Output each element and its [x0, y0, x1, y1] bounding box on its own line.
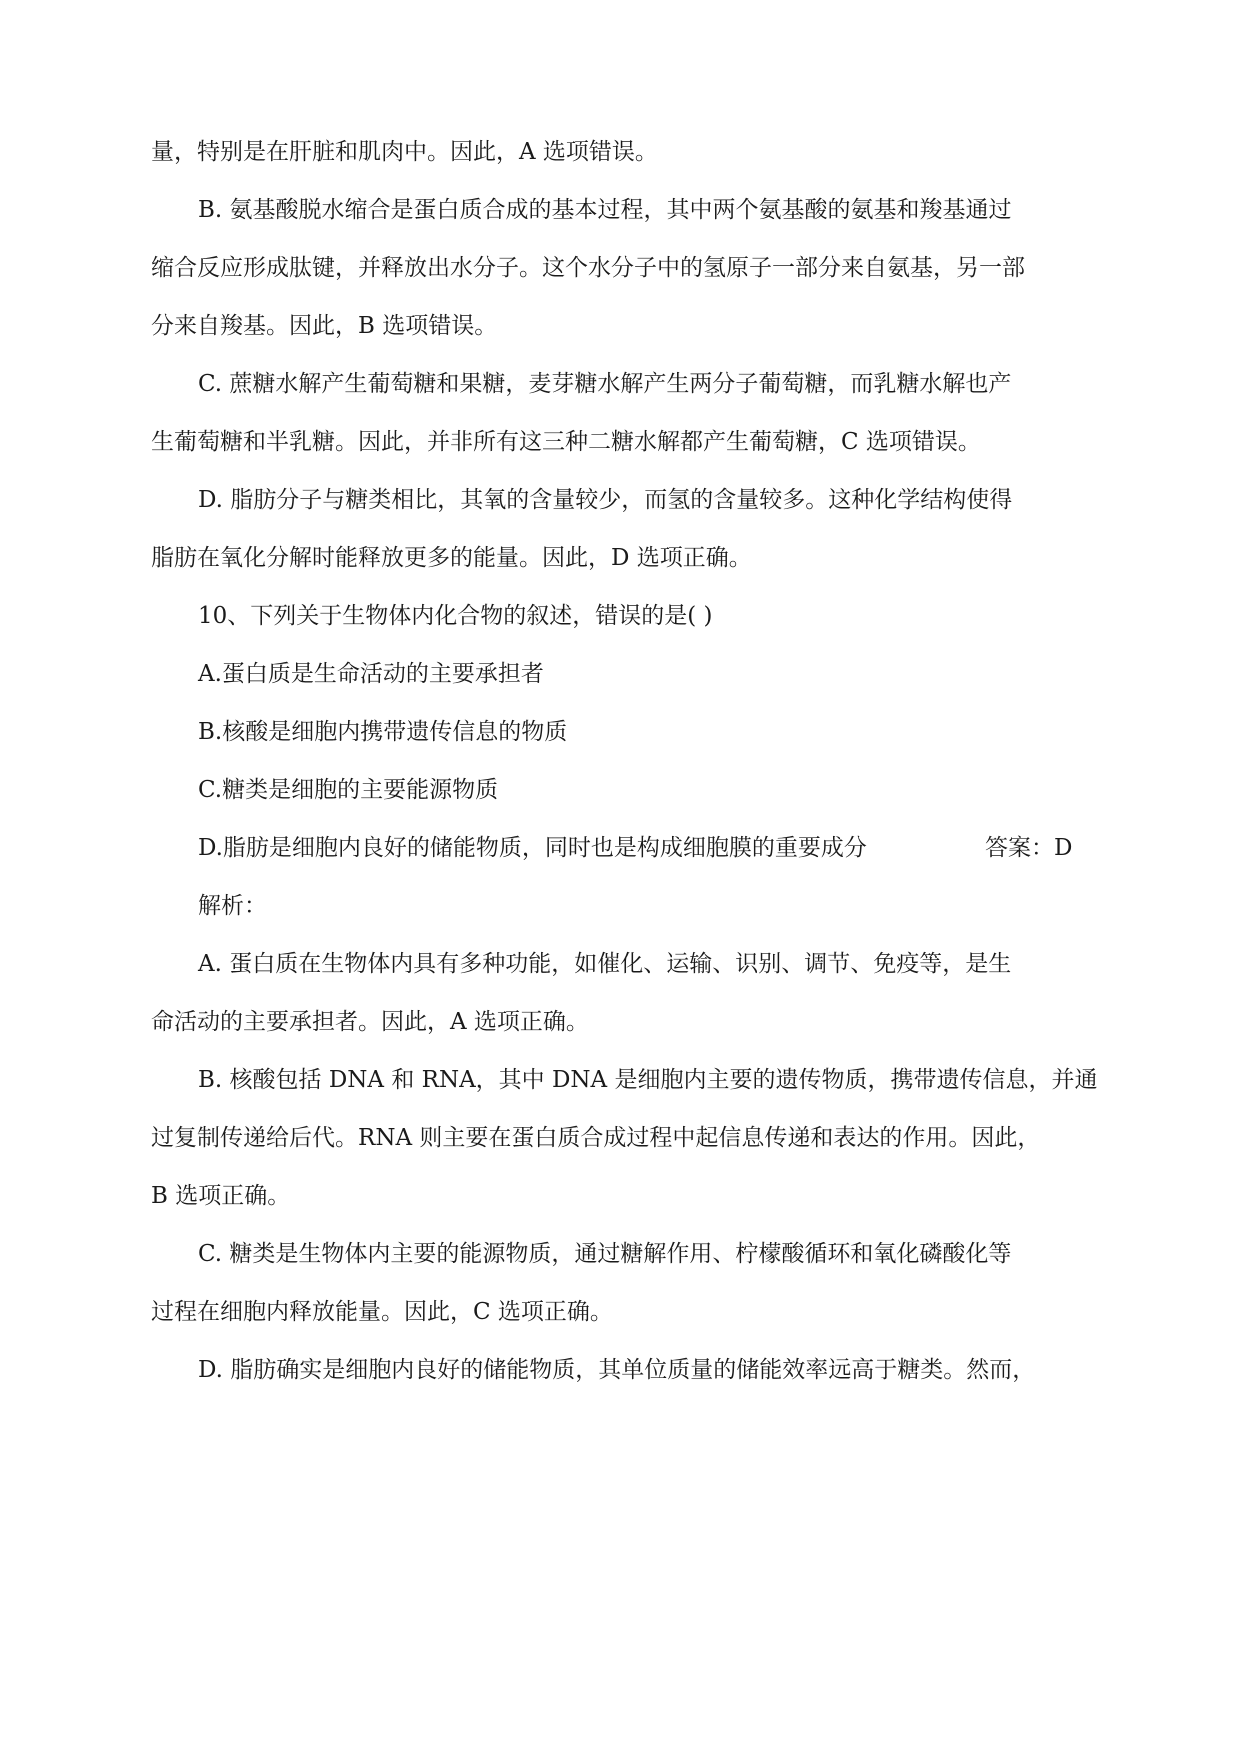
text-line: B 选项正确。 [151, 1183, 291, 1209]
option-a: A.蛋白质是生命活动的主要承担者 [198, 661, 544, 687]
option-d: D.脂肪是细胞内良好的储能物质，同时也是构成细胞膜的重要成分 [198, 835, 867, 861]
text-line: B. 核酸包括 DNA 和 RNA，其中 DNA 是细胞内主要的遗传物质，携带遗传信息，并通 [198, 1067, 1098, 1093]
text-line: 生葡萄糖和半乳糖。因此，并非所有这三种二糖水解都产生葡萄糖，C 选项错误。 [151, 429, 981, 455]
text-line: 缩合反应形成肽键，并释放出水分子。这个水分子中的氢原子一部分来自氨基，另一部 [151, 255, 1025, 281]
text-line: 过程在细胞内释放能量。因此，C 选项正确。 [151, 1299, 613, 1325]
text-line: 量，特别是在肝脏和肌肉中。因此，A 选项错误。 [151, 139, 658, 165]
text-line: A. 蛋白质在生物体内具有多种功能，如催化、运输、识别、调节、免疫等，是生 [198, 951, 1012, 977]
answer-label: 答案：D [985, 835, 1073, 861]
text-line: 脂肪在氧化分解时能释放更多的能量。因此，D 选项正确。 [151, 545, 752, 571]
text-line: 分来自羧基。因此，B 选项错误。 [151, 313, 498, 339]
text-line: C. 蔗糖水解产生葡萄糖和果糖，麦芽糖水解产生两分子葡萄糖，而乳糖水解也产 [198, 371, 1012, 397]
option-b: B.核酸是细胞内携带遗传信息的物质 [198, 719, 568, 745]
analysis-heading: 解析： [198, 893, 267, 919]
text-line: C. 糖类是生物体内主要的能源物质，通过糖解作用、柠檬酸循环和氧化磷酸化等 [198, 1241, 1012, 1267]
question-title: 10、下列关于生物体内化合物的叙述，错误的是( ) [198, 603, 713, 629]
text-line: 过复制传递给后代。RNA 则主要在蛋白质合成过程中起信息传递和表达的作用。因此， [151, 1125, 1041, 1151]
option-c: C.糖类是细胞的主要能源物质 [198, 777, 499, 803]
text-line: 命活动的主要承担者。因此，A 选项正确。 [151, 1009, 589, 1035]
text-line: B. 氨基酸脱水缩合是蛋白质合成的基本过程，其中两个氨基酸的氨基和羧基通过 [198, 197, 1012, 223]
text-line: D. 脂肪确实是细胞内良好的储能物质，其单位质量的储能效率远高于糖类。然而， [198, 1357, 1036, 1383]
text-line: D. 脂肪分子与糖类相比，其氧的含量较少，而氢的含量较多。这种化学结构使得 [198, 487, 1013, 513]
